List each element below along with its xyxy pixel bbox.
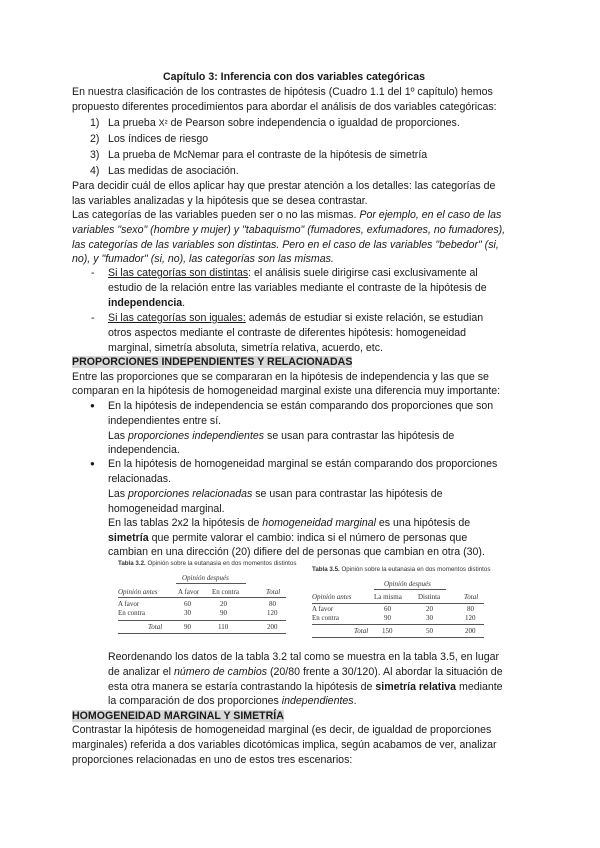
bullet-icon: ● xyxy=(90,401,95,410)
categories-line-3: las categorías de las variables son distintas. Pero en el caso de las variables "bebedor" (si, xyxy=(72,239,499,251)
table-cell: 20 xyxy=(426,605,433,613)
decide-line-2: las variables analizadas y la hipótesis que se desea contrastar. xyxy=(72,195,368,207)
reorder-line-1: Reordenando los datos de la tabla 3.2 tal como se muestra en la tabla 3.5, en lugar xyxy=(108,651,500,663)
list-item-3: La prueba de McNemar para el contraste de la hipótesis de simetría xyxy=(108,149,428,161)
dash-item-2-line-2: otros aspectos mediante el contraste de diferentes hipótesis: homogeneidad xyxy=(108,327,467,339)
bullet-icon: ● xyxy=(90,459,95,468)
bullet2-line-7: cambian en una dirección (20) difiere del de personas que cambian en otra (30). xyxy=(108,546,485,558)
dash-item-1-line-3: independencia. xyxy=(108,297,186,309)
bullet2-line-2: relacionadas. xyxy=(108,473,172,485)
table-caption: Tabla 3.5. Opinión sobre la eutanasia en dos momentos distintos xyxy=(312,566,491,573)
rule xyxy=(118,597,286,598)
section2-line-3: proporciones relacionadas en uno de estos tres escenarios: xyxy=(72,754,353,766)
table-cell: 30 xyxy=(426,614,433,622)
total-label: Total xyxy=(148,623,163,631)
dash-item-1-line-2: estudio de la relación entre las variables mediante el contraste de la hipótesis de xyxy=(108,282,487,294)
dash-marker: - xyxy=(91,312,95,324)
categories-line-1: Las categorías de las variables pueden ser o no las mismas. Por ejemplo, en el caso de las xyxy=(72,209,502,221)
column-header: En contra xyxy=(212,588,240,596)
reorder-line-3: esta otra manera se estaría contrastando la hipótesis de simetría relativa mediante xyxy=(108,681,503,693)
table-cell: 200 xyxy=(267,623,278,631)
section2-line-2: marginales) referida a dos variables dicotómicas implica, según acabamos de ver, analizar xyxy=(72,739,497,751)
dash-marker: - xyxy=(91,267,95,279)
column-header: Total xyxy=(464,593,479,601)
group-header: Opinión después xyxy=(182,574,229,582)
bullet2-line-4: homogeneidad marginal. xyxy=(108,503,225,515)
section1-intro-line-2: comparan en la hipótesis de homogeneidad marginal existe una diferencia muy importante: xyxy=(72,385,501,397)
row-header: Opinión antes xyxy=(118,588,158,596)
reorder-line-2: de analizar el número de cambios (20/80 frente a 30/120). Al abordar la situación de xyxy=(108,666,503,678)
column-header: Total xyxy=(266,588,281,596)
table-cell: 60 xyxy=(384,605,391,613)
bullet2-line-6: simetría que permite valorar el cambio: indica si el número de personas que xyxy=(108,532,468,544)
row-label: A favor xyxy=(312,605,334,613)
bullet2-line-1: En la hipótesis de homogeneidad marginal se están comparando dos proporciones xyxy=(108,458,498,470)
table-cell: 80 xyxy=(269,600,276,608)
row-header: Opinión antes xyxy=(312,593,352,601)
column-header: Distinta xyxy=(418,593,441,601)
column-header: La misma xyxy=(374,593,402,601)
table-cell: 120 xyxy=(465,614,476,622)
rule xyxy=(374,589,446,590)
table-cell: 90 xyxy=(384,614,391,622)
intro-line-1: En nuestra clasificación de los contrastes de hipótesis (Cuadro 1.1 del 1º capítulo) hemos xyxy=(72,86,493,98)
rule xyxy=(312,603,484,604)
row-label: En contra xyxy=(118,609,146,617)
section-heading-homogeneidad: HOMOGENEIDAD MARGINAL Y SIMETRÍA xyxy=(72,710,284,722)
table-cell: 110 xyxy=(218,623,229,631)
list-number: 3) xyxy=(90,149,100,161)
categories-line-4: no), y "fumador" (si, no), las categorías son las mismas. xyxy=(72,253,334,265)
column-header: A favor xyxy=(178,588,200,596)
rule xyxy=(118,620,286,621)
row-label: En contra xyxy=(312,614,340,622)
total-label: Total xyxy=(354,627,369,635)
list-item-2: Los índices de riesgo xyxy=(108,133,209,145)
list-number: 1) xyxy=(90,117,100,129)
rule xyxy=(118,633,286,634)
table-cell: 90 xyxy=(220,609,227,617)
section2-line-1: Contrastar la hipótesis de homogeneidad marginal (es decir, de igualdad de proporciones xyxy=(72,724,492,736)
list-number: 2) xyxy=(90,133,100,145)
dash-item-1-line-1: Si las categorías son distintas: el análisis suele dirigirse casi exclusivamente al xyxy=(108,267,478,279)
bullet2-line-3: Las proporciones relacionadas se usan para contrastar las hipótesis de xyxy=(108,488,443,500)
rule xyxy=(176,583,246,584)
table-3-2 xyxy=(118,560,297,636)
bullet1-line-3: Las proporciones independientes se usan para contrastar las hipótesis de xyxy=(108,430,455,442)
dash-item-2-line-1: Si las categorías son iguales: además de estudiar si existe relación, se estudian xyxy=(108,312,484,324)
bullet2-line-5: En las tablas 2x2 la hipótesis de homogeneidad marginal es una hipótesis de xyxy=(108,517,471,529)
table-cell: 60 xyxy=(184,600,191,608)
reorder-line-4: la comparación de dos proporciones independientes. xyxy=(108,695,357,707)
chapter-title: Capítulo 3: Inferencia con dos variables categóricas xyxy=(163,71,425,83)
decide-line-1: Para decidir cuál de ellos aplicar hay que prestar atención a los detalles: las categorías de xyxy=(72,180,496,192)
table-3-5 xyxy=(312,566,491,640)
intro-line-2: propuesto diferentes procedimientos para abordar el análisis de dos variables categóricas: xyxy=(72,101,497,113)
table-cell: 200 xyxy=(465,627,476,635)
chi-square-symbol: X² xyxy=(158,118,168,128)
list-item-1: La prueba X² de Pearson sobre independencia o igualdad de proporciones. xyxy=(108,117,460,129)
list-number: 4) xyxy=(90,165,100,177)
categories-line-2: variables "sexo" (hombre y mujer) y "tabaquismo" (fumadores, exfumadores, no fumadores), xyxy=(72,224,506,236)
table-cell: 20 xyxy=(220,600,227,608)
rule xyxy=(312,624,484,625)
bullet1-line-4: independencia. xyxy=(108,444,180,456)
list-item-4: Las medidas de asociación. xyxy=(108,165,239,177)
table-cell: 80 xyxy=(467,605,474,613)
row-label: A favor xyxy=(118,600,140,608)
table-cell: 150 xyxy=(382,627,393,635)
table-cell: 90 xyxy=(184,623,191,631)
group-header: Opinión después xyxy=(384,580,431,588)
rule xyxy=(312,637,484,638)
bullet1-line-1: En la hipótesis de independencia se están comparando dos proporciones que son xyxy=(108,400,494,412)
dash-item-2-line-3: marginal, simetría absoluta, simetría relativa, acuerdo, etc. xyxy=(108,342,383,354)
bullet1-line-2: independientes entre sí. xyxy=(108,415,222,427)
section1-intro-line-1: Entre las proporciones que se compararan en la hipótesis de independencia y las que se xyxy=(72,371,489,383)
table-cell: 50 xyxy=(426,627,433,635)
table-caption: Tabla 3.2. Opinión sobre la eutanasia en dos momentos distintos xyxy=(118,560,297,567)
section-heading-proporciones: PROPORCIONES INDEPENDIENTES Y RELACIONADAS xyxy=(72,356,353,368)
table-cell: 30 xyxy=(184,609,191,617)
table-cell: 120 xyxy=(267,609,278,617)
